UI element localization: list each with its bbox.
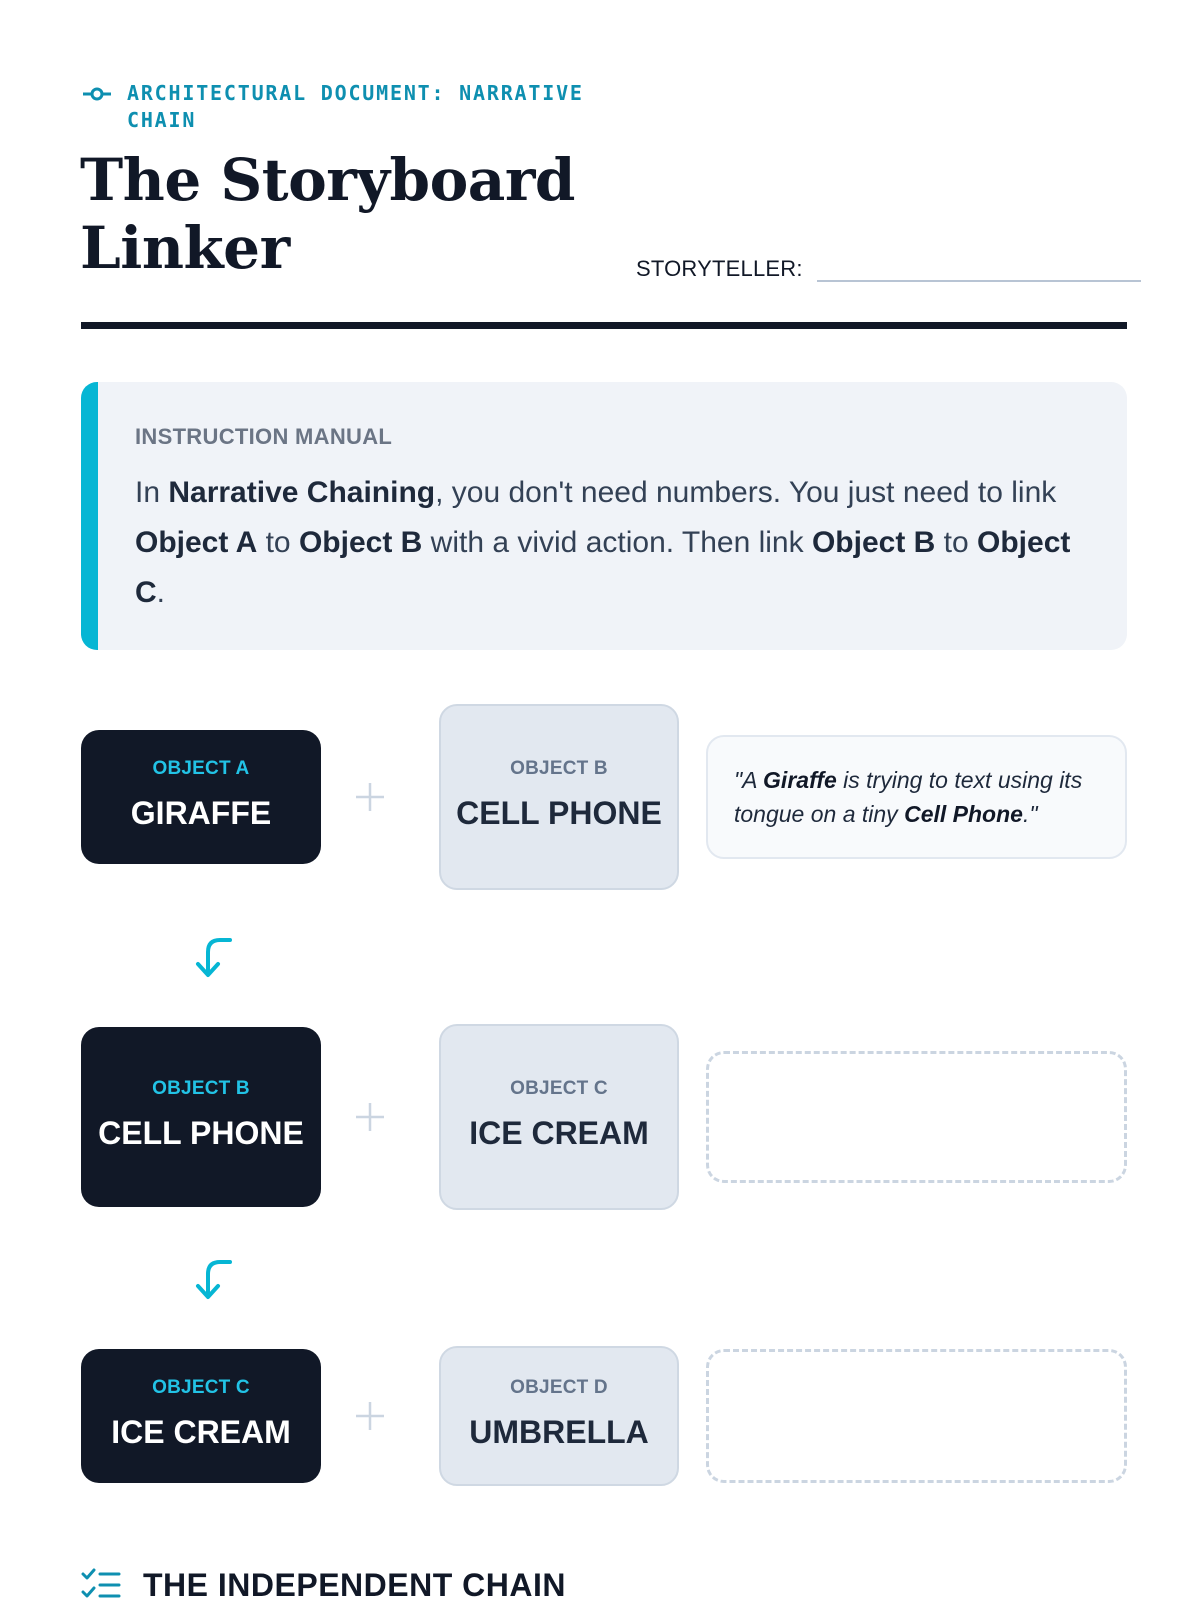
- manual-label: INSTRUCTION MANUAL: [135, 424, 393, 449]
- chain-row: [81, 1024, 1127, 1210]
- plus-icon: [351, 1397, 389, 1435]
- section-title: THE INDEPENDENT CHAIN: [143, 1566, 566, 1600]
- document-eyebrow: [81, 80, 641, 134]
- instruction-manual: [81, 382, 1127, 650]
- checklist-icon: [81, 1566, 121, 1600]
- manual-accent-bar: [81, 382, 98, 650]
- plus-icon: [351, 778, 389, 816]
- object-caption: OBJECT C: [152, 1377, 250, 1398]
- object-name: CELL PHONE: [456, 795, 662, 831]
- chain-row: [81, 1346, 1127, 1486]
- object-name: ICE CREAM: [111, 1414, 291, 1450]
- object-name: CELL PHONE: [98, 1115, 304, 1151]
- object-card-light: [439, 1346, 679, 1486]
- section-heading: [81, 1566, 566, 1600]
- object-card-light: [439, 704, 679, 890]
- storyteller-input-line[interactable]: [817, 248, 1141, 282]
- object-card-light: [439, 1024, 679, 1210]
- eyebrow-text: ARCHITECTURAL DOCUMENT: NARRATIVE CHAIN: [127, 81, 584, 132]
- object-caption: OBJECT A: [152, 758, 250, 779]
- commit-node-icon: [81, 84, 113, 104]
- object-caption: OBJECT C: [510, 1078, 608, 1099]
- story-text: "A Giraffe is trying to text using its tongue on a tiny Cell Phone.": [734, 767, 1083, 827]
- object-caption: OBJECT B: [152, 1078, 250, 1099]
- story-example: [706, 735, 1127, 859]
- curved-arrow-down-icon: [190, 934, 238, 982]
- object-name: ICE CREAM: [469, 1115, 649, 1151]
- chain-row: [81, 704, 1127, 890]
- plus-icon: [351, 1098, 389, 1136]
- curved-arrow-down-icon: [190, 1256, 238, 1304]
- page-title: The Storyboard Linker: [80, 146, 575, 282]
- storyteller-label: STORYTELLER:: [636, 256, 803, 281]
- object-card-dark: [81, 1027, 321, 1207]
- object-name: GIRAFFE: [130, 795, 272, 831]
- header-divider: [81, 322, 1127, 329]
- object-caption: OBJECT D: [510, 1377, 608, 1398]
- story-input-box[interactable]: [706, 1349, 1127, 1483]
- storyteller-field: [636, 248, 1141, 282]
- object-card-dark: [81, 1349, 321, 1483]
- object-card-dark: [81, 730, 321, 864]
- object-name: UMBRELLA: [469, 1414, 649, 1450]
- manual-body: In Narrative Chaining, you don't need numbers. You just need to link Object A to Object B with a vivid action. Then link Object B to Object C.: [135, 476, 1071, 609]
- story-input-box[interactable]: [706, 1051, 1127, 1183]
- object-caption: OBJECT B: [510, 758, 608, 779]
